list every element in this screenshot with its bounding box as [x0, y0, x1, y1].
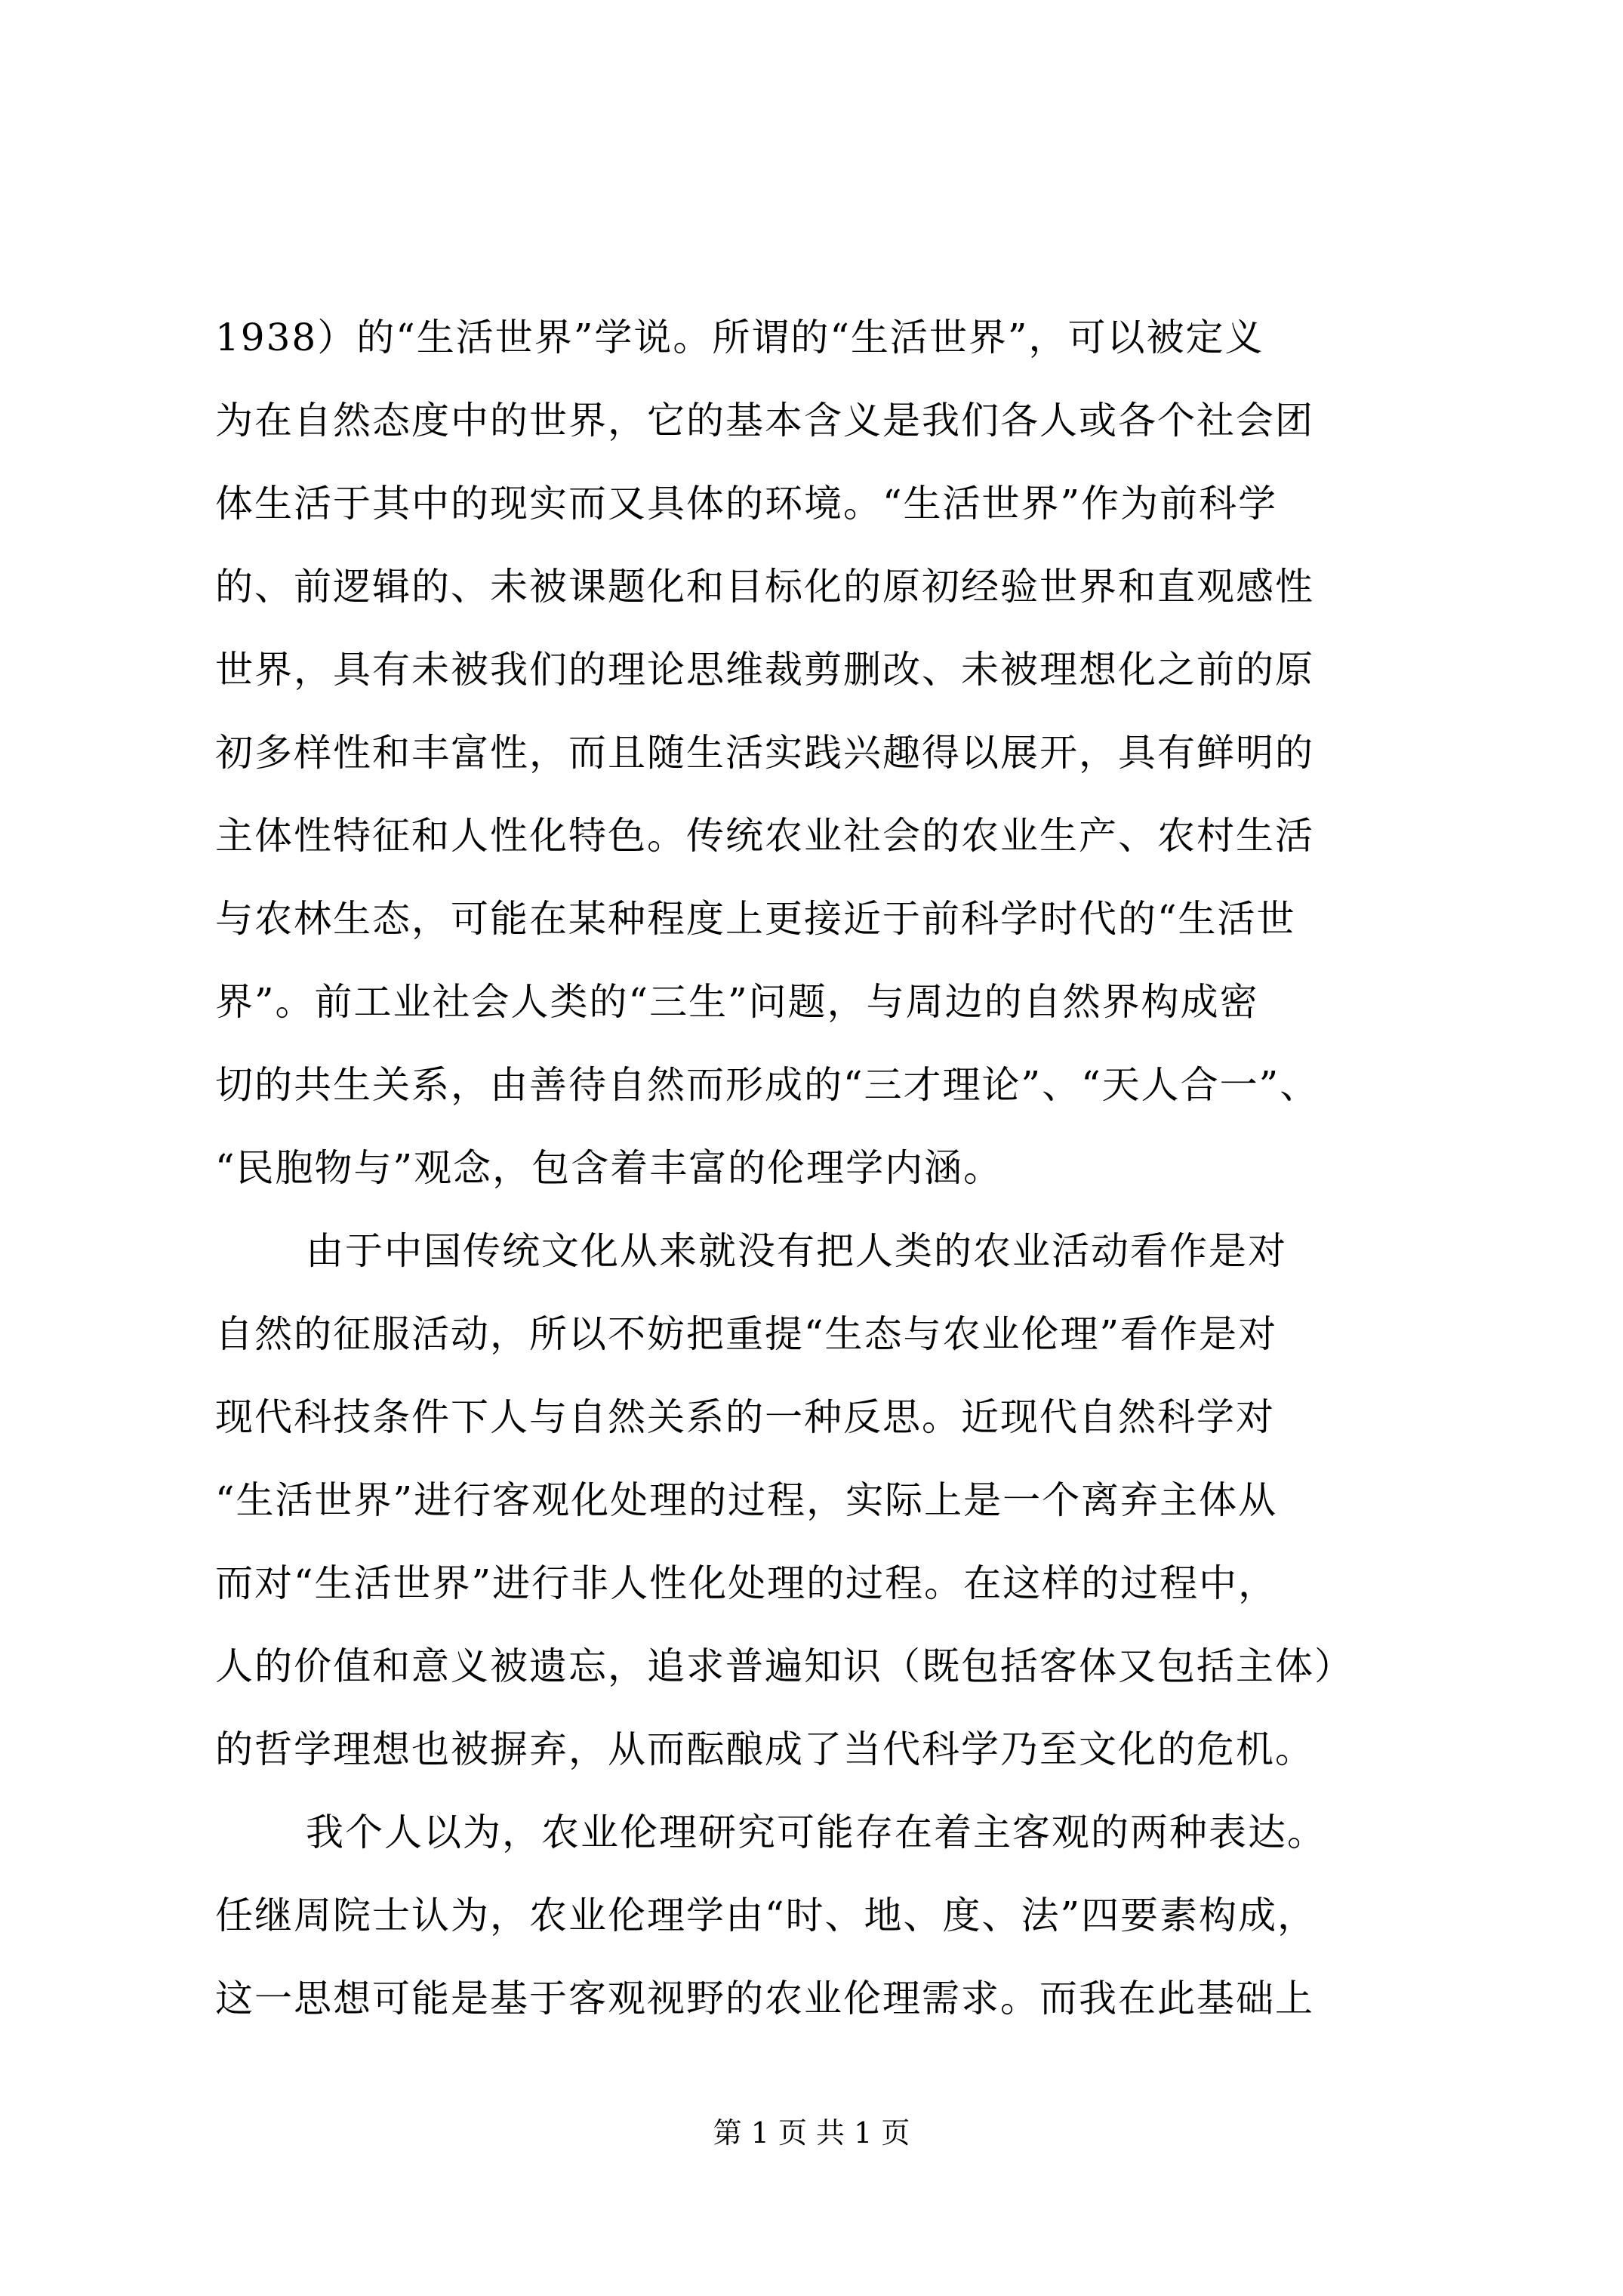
- text-line-16: 而对“生活世界”进行非人性化处理的过程。在这样的过程中，: [215, 1561, 1278, 1605]
- text-line-19: 我个人以为，农业伦理研究可能存在着主客观的两种表达。: [306, 1811, 1326, 1854]
- text-line-12: 由于中国传统文化从来就没有把人类的农业活动看作是对: [306, 1229, 1287, 1273]
- text-line-17: 人的价值和意义被遗忘，追求普遍知识（既包括客体又包括主体）: [215, 1644, 1354, 1688]
- text-line-5: 世界，具有未被我们的理论思维裁剪删改、未被理想化之前的原: [215, 648, 1314, 692]
- page-number-label: 第 1 页 共 1 页: [713, 2116, 910, 2150]
- text-line-8: 与农林生态，可能在某种程度上更接近于前科学时代的“生活世: [215, 897, 1296, 941]
- body-text: [215, 296, 1453, 2040]
- text-line-1: 1938）的“生活世界”学说。所谓的“生活世界”，可以被定义: [215, 316, 1264, 359]
- text-line-20: 任继周院士认为，农业伦理学由“时、地、度、法”四要素构成，: [215, 1894, 1317, 1937]
- text-line-15: “生活世界”进行客观化处理的过程，实际上是一个离弃主体从: [215, 1478, 1278, 1522]
- text-line-6: 初多样性和丰富性，而且随生活实践兴趣得以展开，具有鲜明的: [215, 731, 1314, 775]
- text-line-7: 主体性特征和人性化特色。传统农业社会的农业生产、农村生活: [215, 814, 1314, 858]
- text-line-21: 这一思想可能是基于客观视野的农业伦理需求。而我在此基础上: [215, 1977, 1314, 2020]
- text-line-2: 为在自然态度中的世界，它的基本含义是我们各人或各个社会团: [215, 399, 1314, 442]
- page-footer: [0, 2114, 1623, 2152]
- text-line-13: 自然的征服活动，所以不妨把重提“生态与农业伦理”看作是对: [215, 1312, 1278, 1356]
- text-line-3: 体生活于其中的现实而又具体的环境。“生活世界”作为前科学: [215, 482, 1278, 525]
- text-line-14: 现代科技条件下人与自然关系的一种反思。近现代自然科学对: [215, 1395, 1275, 1439]
- text-line-18: 的哲学理想也被摒弃，从而酝酿成了当代科学乃至文化的危机。: [215, 1727, 1314, 1771]
- text-line-10: 切的共生关系，由善待自然而形成的“三才理论”、“天人合一”、: [215, 1063, 1320, 1107]
- text-line-11: “民胞物与”观念，包含着丰富的伦理学内涵。: [215, 1146, 1003, 1190]
- text-line-9: 界”。前工业社会人类的“三生”问题，与周边的自然界构成密: [215, 980, 1259, 1024]
- text-line-4: 的、前逻辑的、未被课题化和目标化的原初经验世界和直观感性: [215, 565, 1314, 609]
